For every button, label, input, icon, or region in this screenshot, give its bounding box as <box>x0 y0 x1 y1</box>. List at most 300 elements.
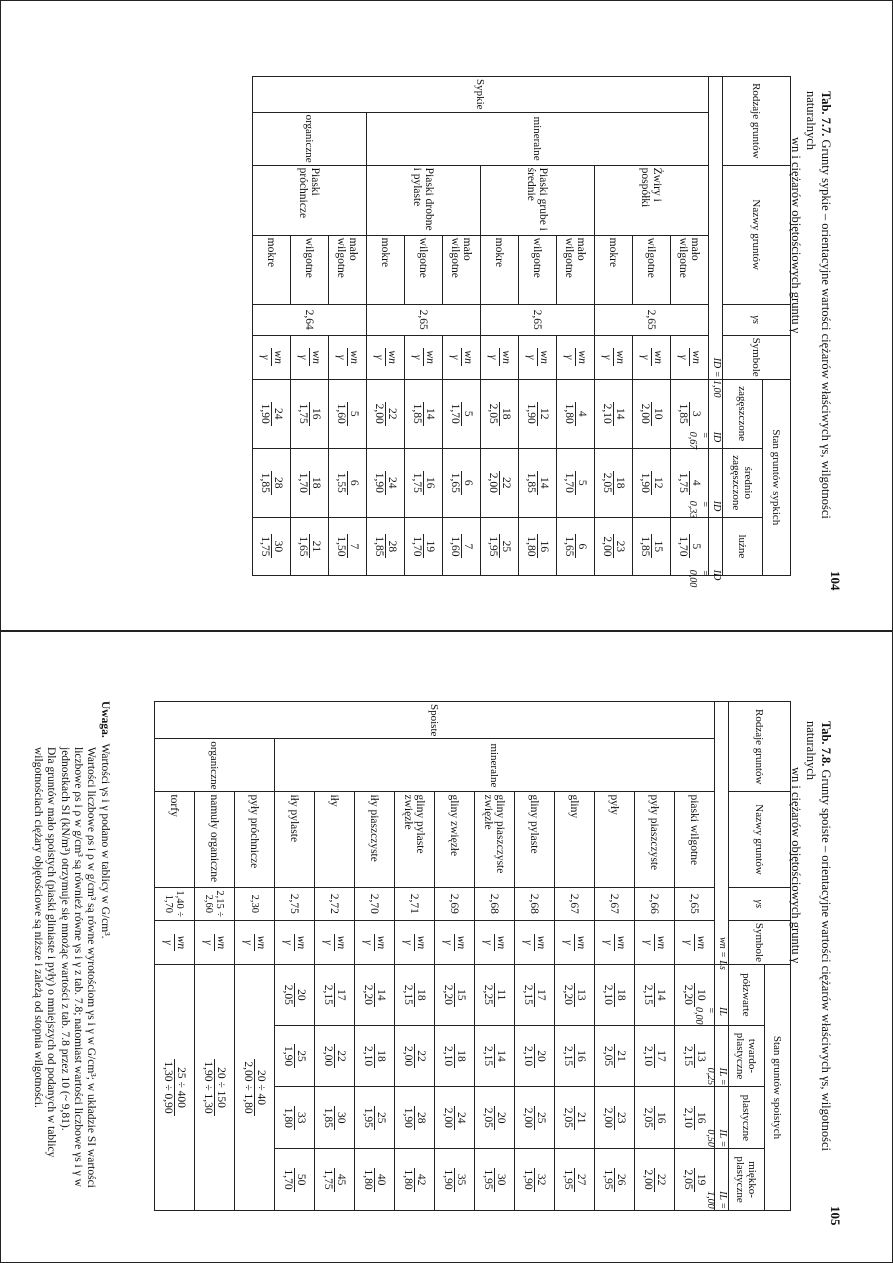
symbol-frac-wn: wn <box>462 350 474 364</box>
value-frac-wn: 22 <box>499 471 512 495</box>
group-spoiste: Spoiste <box>155 702 715 739</box>
value-frac-gamma: 1,85 <box>322 1107 334 1128</box>
value-frac <box>259 402 284 426</box>
value-frac <box>642 983 667 1007</box>
table-caption <box>788 721 833 1201</box>
value-frac-gamma: 2,00 <box>373 403 385 424</box>
header-rodzaje: Rodzaje gruntów <box>723 77 791 166</box>
value-frac <box>335 534 360 558</box>
value-cell-s <box>443 448 481 517</box>
value-frac-gamma: 1,95 <box>482 1169 494 1190</box>
value-cell-s <box>367 448 405 517</box>
value-frac-wn: 40 <box>374 1168 387 1192</box>
value-frac <box>562 1168 587 1192</box>
caption-line-2: wn i ciężarów objętościowych gruntu γ <box>789 767 803 964</box>
value-frac <box>677 534 702 558</box>
value-cell <box>275 1149 315 1211</box>
value-frac-wn: 3 <box>689 402 702 426</box>
value-frac-gamma: 2,05 <box>282 984 294 1005</box>
value-cell-z <box>329 379 367 448</box>
soil-condition: mało wilgotne <box>443 235 481 304</box>
value-range-cell <box>195 965 235 1211</box>
value-frac <box>525 402 550 426</box>
value-frac-wn: 22 <box>385 402 398 426</box>
symbol-frac-gamma: γ <box>335 354 347 360</box>
value-frac-gamma: 1,80 <box>563 403 575 424</box>
value-frac-wn: 5 <box>575 471 588 495</box>
soil-gammas: 2,70 <box>355 887 395 920</box>
symbol-frac-gamma: γ <box>522 940 534 945</box>
value-cell <box>555 1025 595 1087</box>
symbol-frac-wn: wn <box>424 350 436 364</box>
value-frac <box>402 1106 427 1130</box>
symbol-frac-gamma: γ <box>242 940 254 945</box>
value-frac <box>411 402 436 426</box>
value-frac-wn: 18 <box>414 983 427 1007</box>
soil-condition: wilgotne <box>291 235 329 304</box>
value-cell-l <box>595 517 633 575</box>
value-frac <box>402 983 427 1007</box>
symbol-frac <box>601 348 626 365</box>
value-frac-wn: 26 <box>614 1168 627 1192</box>
value-frac-gamma: 2,05 <box>601 472 613 493</box>
header-id-row-2 <box>687 448 723 519</box>
value-frac-gamma: 1,70 <box>411 536 423 557</box>
value-frac-wn: 21 <box>309 534 322 558</box>
page-105 <box>0 631 893 1263</box>
value-frac-wn: 6 <box>347 471 360 495</box>
symbol-frac <box>373 348 398 365</box>
value-cell <box>515 965 555 1026</box>
value-frac-wn: 6 <box>575 534 588 558</box>
symbol-frac-gamma: γ <box>373 354 385 360</box>
value-frac <box>402 1044 427 1068</box>
value-frac <box>602 983 627 1007</box>
value-cell <box>555 1087 595 1149</box>
symbol-frac-gamma: γ <box>525 354 537 360</box>
header-gammas: γs <box>729 887 791 920</box>
symbol-frac-gamma: γ <box>642 940 654 945</box>
value-frac-gamma: 2,10 <box>601 403 613 424</box>
symbol-cell <box>315 920 355 964</box>
header-gammas: γs <box>723 304 791 335</box>
symbol-cell <box>633 335 671 379</box>
value-frac-gamma: 1,60 <box>335 403 347 424</box>
header-luzne: luźne <box>723 517 763 575</box>
value-range-cell <box>155 965 195 1211</box>
value-frac-wn: 7 <box>461 534 474 558</box>
value-cell-l <box>253 517 291 575</box>
symbol-frac-wn: wn <box>455 935 467 950</box>
value-frac-gamma: 1,85 <box>677 403 689 424</box>
soil-name: torfy <box>155 792 195 887</box>
value-cell-s <box>557 448 595 517</box>
value-frac-gamma: 1,95 <box>602 1169 614 1190</box>
symbol-frac <box>482 934 507 951</box>
value-frac <box>411 471 436 495</box>
value-frac <box>297 471 322 495</box>
group-organiczne: organiczne <box>155 739 275 792</box>
value-cell-l <box>519 517 557 575</box>
value-frac <box>682 1106 707 1130</box>
value-cell <box>355 1149 395 1211</box>
value-frac-wn: 12 <box>537 402 550 426</box>
value-frac <box>602 1106 627 1130</box>
value-frac-gamma: 2,15 <box>642 984 654 1005</box>
value-frac-wn: 14 <box>494 1044 507 1068</box>
value-cell <box>395 1087 435 1149</box>
header-id-row-3 <box>687 517 723 588</box>
value-frac-wn: 13 <box>694 1044 707 1068</box>
value-frac-wn: 24 <box>271 402 284 426</box>
page-105-rotated-content <box>0 646 881 1256</box>
value-frac-wn: 28 <box>385 534 398 558</box>
symbol-frac-gamma: γ <box>677 354 689 360</box>
symbol-frac <box>642 934 667 951</box>
value-cell <box>395 1149 435 1211</box>
value-cell <box>555 965 595 1026</box>
symbol-frac-gamma: γ <box>602 940 614 945</box>
page-number: 105 <box>828 1206 843 1226</box>
header-il-row-4 <box>705 1149 729 1211</box>
id-000: ID = 0,00 <box>687 569 722 588</box>
symbol-frac <box>525 348 550 365</box>
value-frac-gamma: 1,70 <box>449 403 461 424</box>
soil-name: Piaski grube i średnie <box>481 165 595 235</box>
value-frac-wn: 42 <box>414 1168 427 1192</box>
symbol-frac-gamma: γ <box>601 354 613 360</box>
soil-condition: wilgotne <box>519 235 557 304</box>
value-frac <box>442 1106 467 1130</box>
symbol-frac-gamma: γ <box>402 940 414 945</box>
table-7-8-body <box>155 702 715 1211</box>
value-frac <box>601 534 626 558</box>
value-frac-wn: 14 <box>537 471 550 495</box>
symbol-frac <box>563 348 588 365</box>
symbol-cell <box>481 335 519 379</box>
value-frac-gamma: 1,75 <box>297 403 309 424</box>
value-frac <box>522 1106 547 1130</box>
value-range-frac <box>242 1059 267 1115</box>
value-frac-wn: 35 <box>454 1168 467 1192</box>
symbol-frac-wn: wn <box>690 350 702 364</box>
soil-gammas: 2,65 <box>595 304 709 335</box>
value-frac-wn: 11 <box>494 983 507 1007</box>
value-frac <box>682 1044 707 1068</box>
caption-line-2: wn i ciężarów objętościowych gruntu γ <box>789 137 803 334</box>
value-frac <box>563 402 588 426</box>
value-frac <box>259 471 284 495</box>
value-frac-wn: 15 <box>651 534 664 558</box>
value-frac-wn: 10 <box>694 983 707 1007</box>
soil-name: gliny pylaste zwięzłe <box>395 792 435 887</box>
value-cell <box>395 965 435 1026</box>
soil-name: namuły organiczne <box>195 792 235 887</box>
header-stan: Stan gruntów spoistych <box>765 965 791 1211</box>
value-frac-gamma: 2,15 <box>562 1045 574 1067</box>
soil-gammas: 2,69 <box>435 887 475 920</box>
value-frac <box>449 402 474 426</box>
table-row-organic <box>235 702 275 1211</box>
soil-condition: wilgotne <box>405 235 443 304</box>
value-cell-z <box>253 379 291 448</box>
value-cell-l <box>329 517 367 575</box>
value-frac <box>282 1044 307 1068</box>
symbol-cell <box>155 920 195 964</box>
symbol-cell <box>519 335 557 379</box>
symbol-frac-wn: wn <box>255 935 267 950</box>
symbol-frac-gamma: γ <box>563 354 575 360</box>
value-frac-gamma: 1,90 <box>259 403 271 424</box>
note-block <box>31 701 111 1216</box>
soil-gammas: 2,67 <box>595 887 635 920</box>
value-cell <box>515 1087 555 1149</box>
value-frac-wn: 18 <box>614 983 627 1007</box>
value-frac <box>282 1106 307 1130</box>
symbol-frac-gamma: γ <box>297 354 309 360</box>
value-cell-l <box>405 517 443 575</box>
value-cell-s <box>291 448 329 517</box>
symbol-cell <box>275 920 315 964</box>
symbol-frac <box>282 934 307 951</box>
symbol-frac <box>402 934 427 951</box>
symbol-frac-wn: wn <box>310 350 322 364</box>
value-frac <box>563 471 588 495</box>
value-frac-gamma: 1,70 <box>297 472 309 493</box>
value-frac <box>442 983 467 1007</box>
soil-condition: mało wilgotne <box>329 235 367 304</box>
header-nazwy: Nazwy gruntów <box>723 165 791 304</box>
value-frac-gamma: 2,00 <box>522 1107 534 1128</box>
value-frac-wn: 45 <box>334 1168 347 1192</box>
value-frac-gamma: 2,05 <box>487 403 499 424</box>
value-frac-wn: 5 <box>461 402 474 426</box>
value-frac <box>362 983 387 1007</box>
value-frac-wn: 20 <box>494 1106 507 1130</box>
symbol-frac-gamma: γ <box>682 940 694 945</box>
value-frac-gamma: 2,15 <box>402 984 414 1005</box>
value-range-frac <box>162 1059 187 1115</box>
value-frac <box>322 1106 347 1130</box>
value-frac-wn: 16 <box>537 534 550 558</box>
value-frac <box>601 471 626 495</box>
value-frac-gamma: 2,00 <box>442 1107 454 1128</box>
value-frac-gamma: 2,15 <box>322 984 334 1005</box>
value-frac-gamma: 1,75 <box>411 472 423 493</box>
value-frac-gamma: 2,25 <box>482 984 494 1005</box>
header-il-row-2 <box>705 1025 729 1087</box>
soil-gammas: 2,30 <box>235 887 275 920</box>
value-frac <box>682 983 707 1007</box>
symbol-frac <box>162 934 187 951</box>
value-frac <box>482 1044 507 1068</box>
value-frac-gamma: 2,10 <box>442 1045 454 1067</box>
symbol-frac-wn: wn <box>535 935 547 950</box>
symbol-cell <box>355 920 395 964</box>
value-frac-wn: 10 <box>651 402 664 426</box>
symbol-cell <box>515 920 555 964</box>
header-polzwarte: półzwarte <box>729 965 765 1026</box>
value-frac <box>322 983 347 1007</box>
value-frac-gamma: 1,85 <box>259 472 271 493</box>
value-frac-wn: 12 <box>651 471 664 495</box>
symbol-frac-wn: wn <box>614 350 626 364</box>
symbol-frac-wn: wn <box>655 935 667 950</box>
soil-condition: mało wilgotne <box>671 235 709 304</box>
value-frac-gamma: 1,90 <box>402 1107 414 1128</box>
value-frac <box>525 534 550 558</box>
value-frac <box>282 983 307 1007</box>
value-frac-gamma: 2,10 <box>602 984 614 1005</box>
value-frac-gamma: 1,95 <box>562 1169 574 1190</box>
value-cell-l <box>671 517 709 575</box>
caption-line-1: Grunty sypkie – orientacyjne wartości ciężarów właściwych γs, wilgotności naturalnych <box>804 91 833 519</box>
value-frac-gamma: 2,20 <box>362 984 374 1005</box>
value-frac-gamma: 2,05 <box>682 1169 694 1190</box>
value-range-frac-wn: 25 ÷ 400 <box>174 1059 187 1115</box>
value-cell <box>275 965 315 1026</box>
value-frac-wn: 17 <box>334 983 347 1007</box>
soil-gammas: 2,75 <box>275 887 315 920</box>
value-cell <box>635 965 675 1026</box>
value-cell-z <box>367 379 405 448</box>
value-cell-s <box>519 448 557 517</box>
value-frac-gamma: 2,15 <box>482 1045 494 1067</box>
value-cell <box>595 965 635 1026</box>
value-frac-wn: 14 <box>613 402 626 426</box>
value-frac-gamma: 2,00 <box>402 1045 414 1067</box>
value-cell <box>435 1149 475 1211</box>
soil-gammas: 2,72 <box>315 887 355 920</box>
il-025: IL = 0,25 <box>705 1067 728 1086</box>
value-frac-wn: 24 <box>385 471 398 495</box>
table-7-8 <box>154 701 791 1211</box>
value-frac-gamma: 1,85 <box>639 536 651 557</box>
value-frac-gamma: 1,95 <box>362 1107 374 1128</box>
value-cell <box>515 1149 555 1211</box>
value-frac <box>297 534 322 558</box>
il-050: IL = 0,50 <box>705 1129 728 1148</box>
value-frac-gamma: 1,90 <box>442 1169 454 1190</box>
value-frac <box>677 471 702 495</box>
value-frac-wn: 20 <box>534 1044 547 1068</box>
value-frac-gamma: 2,10 <box>362 1045 374 1067</box>
value-frac <box>522 983 547 1007</box>
value-cell-s <box>481 448 519 517</box>
value-frac <box>639 471 664 495</box>
group-organiczne: organiczne <box>253 112 367 165</box>
soil-gammas: 2,64 <box>253 304 367 335</box>
value-frac-gamma: 1,65 <box>297 536 309 557</box>
soil-gammas: 2,65 <box>675 887 715 920</box>
value-frac-wn: 15 <box>454 983 467 1007</box>
value-frac <box>642 1044 667 1068</box>
soil-gammas: 2,15 ÷ 2,60 <box>195 887 235 920</box>
caption-label: Tab. 7.7. <box>819 91 833 137</box>
soil-condition: mokre <box>367 235 405 304</box>
symbol-cell <box>435 920 475 964</box>
value-cell <box>275 1087 315 1149</box>
symbol-frac-gamma: γ <box>482 940 494 945</box>
symbol-frac-wn: wn <box>652 350 664 364</box>
page-number: 104 <box>828 571 843 591</box>
value-frac-wn: 13 <box>574 983 587 1007</box>
value-cell <box>595 1149 635 1211</box>
value-frac <box>335 471 360 495</box>
soil-name: gliny piaszczyste zwięzłe <box>475 792 515 887</box>
value-frac <box>402 1168 427 1192</box>
value-frac-gamma: 2,05 <box>562 1107 574 1128</box>
value-frac-gamma: 1,85 <box>411 403 423 424</box>
value-cell <box>595 1025 635 1087</box>
symbol-frac-gamma: γ <box>282 940 294 945</box>
soil-name: Piaski próchnicze <box>253 165 367 235</box>
symbol-frac <box>362 934 387 951</box>
symbol-frac <box>322 934 347 951</box>
symbol-frac <box>202 934 227 951</box>
symbol-frac-wn: wn <box>538 350 550 364</box>
value-frac-wn: 18 <box>499 402 512 426</box>
value-frac <box>449 471 474 495</box>
symbol-frac-wn: wn <box>695 935 707 950</box>
soil-gammas: 2,68 <box>475 887 515 920</box>
value-cell-z <box>633 379 671 448</box>
header-nazwy: Nazwy gruntów <box>729 792 791 887</box>
value-frac-gamma: 1,55 <box>335 472 347 493</box>
symbol-cell <box>671 335 709 379</box>
soil-name: piaski wilgotne <box>675 792 715 887</box>
value-cell <box>635 1087 675 1149</box>
value-frac <box>322 1044 347 1068</box>
value-frac <box>442 1044 467 1068</box>
soil-gammas: 2,67 <box>555 887 595 920</box>
value-cell-z <box>519 379 557 448</box>
value-frac-gamma: 1,65 <box>449 472 461 493</box>
table-caption <box>788 91 833 561</box>
value-frac-gamma: 2,20 <box>682 984 694 1005</box>
soil-gammas: 2,65 <box>367 304 481 335</box>
value-frac-wn: 14 <box>423 402 436 426</box>
value-frac-gamma: 2,10 <box>682 1107 694 1128</box>
value-cell-z <box>557 379 595 448</box>
value-cell-l <box>633 517 671 575</box>
symbol-frac <box>442 934 467 951</box>
value-frac-gamma: 1,75 <box>322 1169 334 1190</box>
value-frac-wn: 19 <box>423 534 436 558</box>
value-frac <box>642 1106 667 1130</box>
group-mineralne: mineralne <box>275 739 715 792</box>
value-frac <box>522 1044 547 1068</box>
value-cell-s <box>633 448 671 517</box>
value-cell <box>515 1025 555 1087</box>
value-frac-gamma: 1,90 <box>522 1169 534 1190</box>
value-frac <box>335 402 360 426</box>
value-cell <box>315 1087 355 1149</box>
page-104 <box>0 0 893 631</box>
value-frac <box>411 534 436 558</box>
value-frac-wn: 25 <box>294 1044 307 1068</box>
caption-line-1: Grunty spoiste – orientacyjne wartości ciężarów właściwych γs, wilgotności naturalnych <box>804 721 833 1151</box>
symbol-frac-gamma: γ <box>362 940 374 945</box>
soil-gammas: 2,71 <box>395 887 435 920</box>
value-frac-wn: 22 <box>654 1168 667 1192</box>
value-frac <box>449 534 474 558</box>
symbol-frac-wn: wn <box>215 935 227 950</box>
value-frac-wn: 28 <box>414 1106 427 1130</box>
value-frac <box>487 402 512 426</box>
value-frac-wn: 23 <box>614 1106 627 1130</box>
symbol-cell <box>675 920 715 964</box>
